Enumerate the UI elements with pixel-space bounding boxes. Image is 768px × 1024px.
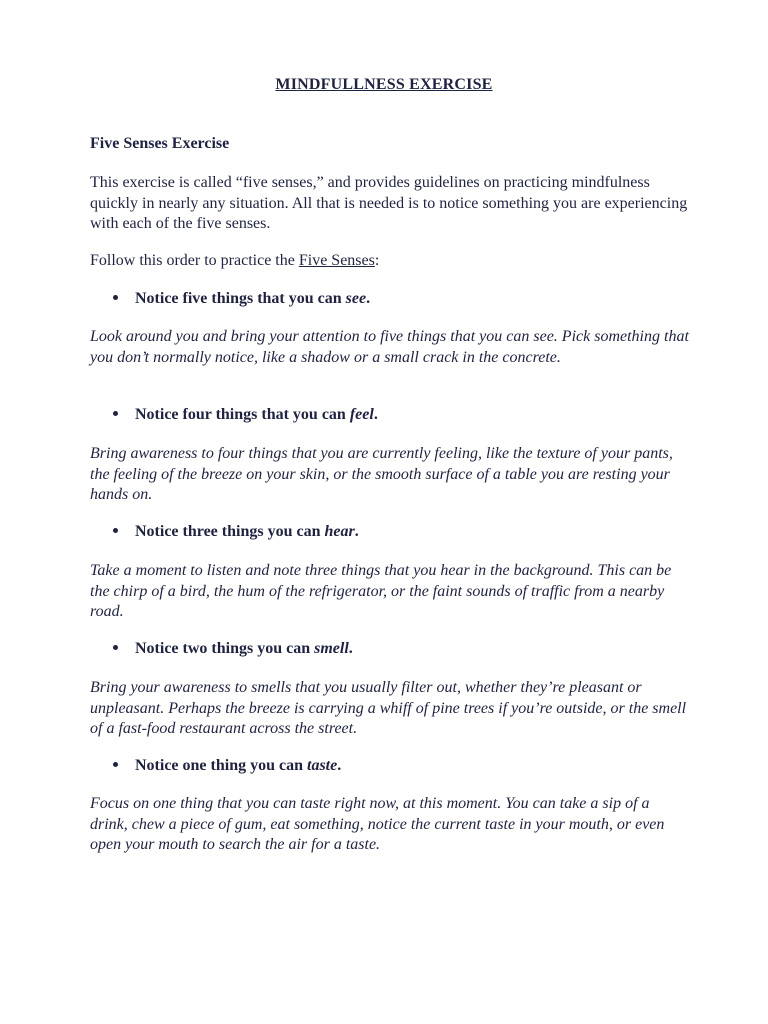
bullet-see	[113, 290, 370, 308]
description-taste: Focus on one thing that you can taste right now, at this moment. You can take a sip of a drink, chew a piece of gum, eat something, notice the current taste in your mouth, or even open your mouth to search the air for a taste.	[90, 795, 665, 853]
bullet-lead: Notice five things that you can see.	[135, 290, 371, 307]
document-title: MINDFULLNESS EXERCISE	[275, 76, 493, 93]
description-see: Look around you and bring your attention to five things that you can see. Pick something that you don’t normally notice, like a shadow or a small crack in the concrete.	[90, 328, 689, 366]
bullet-dot-icon	[113, 295, 118, 300]
description-hear: Take a moment to listen and note three things that you hear in the background. This can be the chirp of a bird, the hum of the refrigerator, or the faint sounds of traffic from a nearby road.	[90, 562, 672, 620]
intro-paragraph: This exercise is called “five senses,” and provides guidelines on practicing mindfulness quickly in nearly any situation. All that is needed is to notice something you are experiencing with each of the five senses.	[90, 174, 688, 232]
bullet-lead: Notice one thing you can taste.	[135, 757, 342, 774]
sense-word: taste	[307, 757, 338, 774]
bullet-smell	[113, 640, 353, 658]
bullet-hear	[113, 523, 359, 541]
sense-word: feel	[349, 406, 374, 423]
bullet-dot-icon	[113, 411, 118, 416]
follow-instruction	[90, 252, 379, 270]
sense-word: see	[345, 290, 367, 307]
sense-word: hear	[324, 523, 355, 540]
section-heading: Five Senses Exercise	[90, 135, 230, 152]
bullet-taste	[113, 757, 341, 775]
bullet-dot-icon	[113, 762, 118, 767]
description-smell: Bring your awareness to smells that you usually filter out, whether they’re pleasant or unpleasant. Perhaps the breeze is carrying a whiff of pine trees if you’re outside, or the smell of a fast-food restaurant across the street.	[90, 679, 687, 737]
follow-suffix: :	[374, 252, 380, 269]
five-senses-link[interactable]: Five Senses	[298, 252, 375, 269]
follow-prefix: Follow this order to practice the	[90, 252, 299, 269]
bullet-lead: Notice two things you can smell.	[135, 640, 353, 657]
bullet-dot-icon	[113, 528, 118, 533]
bullet-dot-icon	[113, 645, 118, 650]
bullet-lead: Notice four things that you can feel.	[135, 406, 378, 423]
description-feel: Bring awareness to four things that you are currently feeling, like the texture of your pants, the feeling of the breeze on your skin, or the smooth surface of a table you are resting your hands on.	[90, 445, 673, 503]
bullet-feel	[113, 406, 378, 424]
sense-word: smell	[314, 640, 349, 657]
bullet-lead: Notice three things you can hear.	[135, 523, 359, 540]
